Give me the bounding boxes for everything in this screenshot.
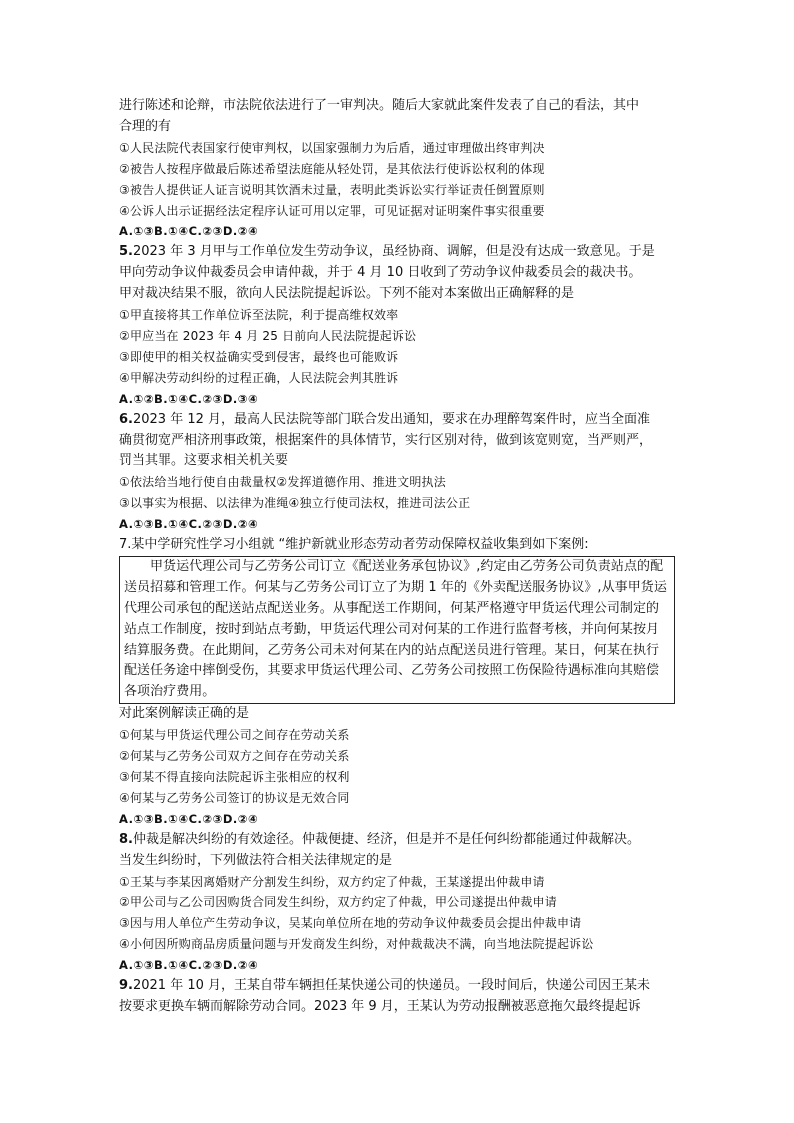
q7-stem-line-2: 对此案例解读正确的是 xyxy=(119,706,250,722)
q8-text-1: 仲裁是解决纠纷的有效途径。仲裁便捷、经济，但是并不是任何纠纷都能通过仲裁解决。 xyxy=(132,831,640,847)
q6-answer-choices: A.①③B.①④C.②③D.②④ xyxy=(119,517,259,532)
q7-case-text: 甲货运代理公司与乙劳务公司订立《配送业务承包协议》,约定由乙劳务公司负责站点的配送员招募和管理工作。何某与乙劳务公司订立了为期 1 年的《外卖配送服务协议》,从事甲货运代理公司承包的配送站点配送业务。从事配送工作期间，何某严格遵守甲货运代理公司制定的站点工作制度，按时到站点考勤，甲货运代理公司对何某的工作进行监督考核，并向何某按月结算服务费。在此期间，乙劳务公司未对何某在内的站点配送员进行管理。某日，何某在执行配送任务途中摔倒受伤，其要求甲货运代理公司、乙劳务公司按照工伤保险待遇标准向其赔偿各项治疗费用。 xyxy=(124,558,667,700)
q7-answer-choices: A.①③B.①④C.②③D.②④ xyxy=(119,811,259,826)
intro-option-3: ③被告人提供证人证言说明其饮酒未过量，表明此类诉讼实行举证责任倒置原则 xyxy=(119,182,545,197)
q8-option-4: ④小何因所购商品房质量问题与开发商发生纠纷，对仲裁裁决不满，向当地法院提起诉讼 xyxy=(119,937,594,952)
q7-text-1: 某中学研究性学习小组就 “维护新就业形态劳动者劳动保障权益收集到如下案例: xyxy=(131,537,589,553)
q5-stem-line-2: 甲向劳动争议仲裁委员会申请仲裁，并于 4 月 10 日收到了劳动争议仲裁委员会的裁决书。 xyxy=(119,265,642,281)
q8-number: 8. xyxy=(119,831,133,847)
q5-option-4: ④甲解决劳动纠纷的过程正确，人民法院会判其胜诉 xyxy=(119,370,399,385)
q6-option-row-2: ③以事实为根据、以法律为准绳④独立行使司法权，推进司法公正 xyxy=(119,496,471,511)
q7-option-4: ④何某与乙劳务公司签订的协议是无效合同 xyxy=(119,790,350,805)
q7-number: 7. xyxy=(119,537,132,553)
q6-stem-line-1 xyxy=(119,410,684,431)
q6-stem-line-2: 确贯彻宽严相济刑事政策，根据案件的具体情节，实行区别对待，做到该宽则宽，当严则严， xyxy=(119,432,653,448)
q8-option-1: ①王某与李某因离婚财产分割发生纠纷，双方约定了仲裁，王某遂提出仲裁申请 xyxy=(119,874,545,889)
q8-option-2: ②甲公司与乙公司因购货合同发生纠纷，双方约定了仲裁，甲公司遂提出仲裁申请 xyxy=(119,895,557,910)
intro-option-2: ②被告人按程序做最后陈述希望法庭能从轻处罚，是其依法行使诉讼权利的体现 xyxy=(119,161,545,176)
q8-stem-line-2: 当发生纠纷时，下列做法符合相关法律规定的是 xyxy=(119,852,393,868)
intro-option-4: ④公诉人出示证据经法定程序认证可用以定罪，可见证据对证明案件事实很重要 xyxy=(119,203,545,218)
q9-stem-line-1 xyxy=(119,976,684,997)
q5-stem-line-1 xyxy=(119,242,684,263)
q7-option-3: ③何某不得直接向法院起诉主张相应的权利 xyxy=(119,770,350,784)
q6-stem-line-3: 罚当其罪。这要求相关机关要 xyxy=(119,453,289,469)
q6-option-row-1: ①依法给当地行使自由裁量权②发挥道德作用、推进文明执法 xyxy=(119,475,446,490)
exam-page xyxy=(119,96,684,1018)
q5-stem-line-3: 甲对裁决结果不服，欲向人民法院提起诉讼。下列不能对本案做出正确解释的是 xyxy=(119,286,575,302)
q5-text-1: 2023 年 3 月甲与工作单位发生劳动争议，虽经协商、调解，但是没有达成一致意见。于是 xyxy=(132,244,655,260)
q7-option-1: ①何某与甲货运代理公司之间存在劳动关系 xyxy=(119,728,350,743)
q8-stem-line-1 xyxy=(119,830,684,851)
q9-number: 9. xyxy=(119,978,133,994)
q7-case-box xyxy=(119,556,675,704)
intro-line-2: 合理的有 xyxy=(119,118,172,134)
intro-line-1: 进行陈述和论辩，市法院依法进行了一审判决。随后大家就此案件发表了自己的看法，其中 xyxy=(119,98,640,113)
q5-option-3: ③即使甲的相关权益确实受到侵害，最终也可能败诉 xyxy=(119,349,399,364)
q6-text-1: 2023 年 12 月，最高人民法院等部门联合发出通知，要求在办理醉驾案件时，应当全面准 xyxy=(132,411,651,427)
q9-text-1: 2021 年 10 月，王某自带车辆担任某快递公司的快递员。一段时间后，快递公司因王某未 xyxy=(132,978,651,994)
q5-number: 5. xyxy=(119,244,133,260)
q9-stem-line-2: 按要求更换车辆而解除劳动合同。2023 年 9 月，王某认为劳动报酬被恶意拖欠最终提起诉 xyxy=(119,998,641,1014)
q7-stem-line-1 xyxy=(119,535,684,556)
q5-answer-choices: A.①②B.①④C.②③D.③④ xyxy=(119,391,259,406)
q5-option-1: ①甲直接将其工作单位诉至法院，利于提高维权效率 xyxy=(119,308,399,323)
q8-option-3: ③因与用人单位产生劳动争议，吴某向单位所在地的劳动争议仲裁委员会提出仲裁申请 xyxy=(119,916,582,931)
q7-option-2: ②何某与乙劳务公司双方之间存在劳动关系 xyxy=(119,749,350,764)
q5-option-2: ②甲应当在 2023 年 4 月 25 日前向人民法院提起诉讼 xyxy=(119,328,417,343)
q6-number: 6. xyxy=(119,411,133,427)
q8-answer-choices: A.①③B.①④C.②③D.②④ xyxy=(119,958,259,973)
intro-option-1: ①人民法院代表国家行使审判权，以国家强制力为后盾，通过审理做出终审判决 xyxy=(119,140,545,155)
intro-answer-choices: A.①③B.①④C.②③D.②④ xyxy=(119,224,259,239)
